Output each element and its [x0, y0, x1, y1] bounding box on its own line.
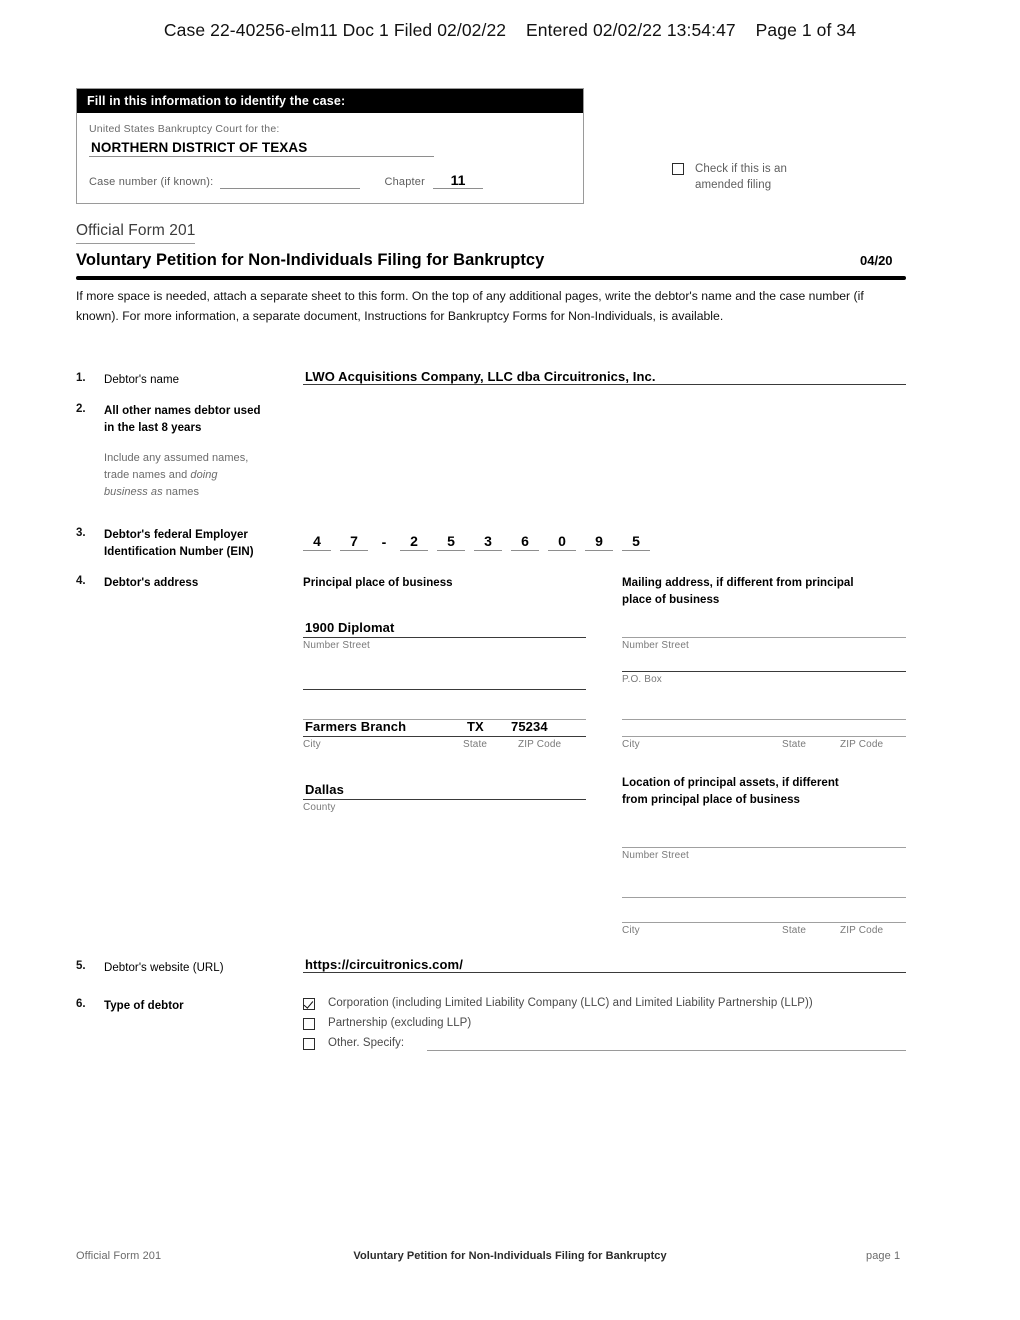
principal-street3-field[interactable] — [303, 702, 586, 720]
mailing-zip-sublabel: ZIP Code — [840, 739, 884, 750]
mailing-pobox-value — [622, 654, 906, 672]
chapter-input[interactable]: 11 — [433, 172, 483, 189]
amended-filing-option[interactable] — [672, 163, 787, 194]
item-5-label: Debtor's website (URL) — [104, 962, 224, 974]
debtor-type-corporation-checkbox[interactable] — [303, 998, 315, 1010]
mailing-address-heading — [622, 575, 902, 608]
mailing-city-value — [622, 719, 784, 734]
ein-digit[interactable]: 6 — [511, 533, 539, 551]
debtor-type-option-partnership[interactable] — [303, 1018, 471, 1030]
amended-filing-checkbox[interactable] — [672, 163, 684, 175]
principal-street-field[interactable] — [303, 620, 586, 651]
assets-heading-line1: Location of principal assets, if different — [622, 777, 839, 789]
intro-paragraph: If more space is needed, attach a separate sheet to this form. On the top of any additional pages, write the debtor's name and the case number (if known). For more information, a separate document, Instructions for Bankruptcy Forms for Non-Individuals, is available. — [76, 289, 864, 323]
assets-city-state-zip-row[interactable] — [622, 905, 906, 936]
debtor-type-other-checkbox[interactable] — [303, 1038, 315, 1050]
pacer-page: Page 1 of 34 — [755, 20, 857, 40]
ein-digit[interactable]: 5 — [437, 533, 465, 551]
footer-page-number: page 1 — [866, 1250, 901, 1262]
debtor-type-corporation-label: Corporation (including Limited Liability Company (LLC) and Limited Liability Partnership (LLP)) — [328, 997, 813, 1009]
footer-form-number: Official Form 201 — [76, 1250, 162, 1262]
item-3-label — [104, 527, 299, 562]
item-3-label-line2: Identification Number (EIN) — [104, 546, 254, 559]
mailing-state-value — [784, 719, 831, 734]
item-2-help-line1: Include any assumed names, — [104, 452, 249, 464]
mailing-heading-line1: Mailing address, if different from principal — [622, 577, 854, 589]
debtor-type-other-specify-input[interactable] — [427, 1049, 906, 1051]
mailing-street-field[interactable] — [622, 620, 906, 651]
item-2-help-line2a: trade names and — [104, 469, 191, 482]
item-1-number: 1. — [76, 372, 86, 384]
principal-street-value: 1900 Diplomat — [303, 620, 586, 638]
case-box-title: Fill in this information to identify the case: — [77, 89, 583, 113]
pacer-entered: Entered 02/02/22 13:54:47 — [526, 20, 736, 40]
item-3-label-line1: Debtor's federal Employer — [104, 529, 248, 541]
debtor-type-option-corporation[interactable] — [303, 998, 813, 1010]
item-1-label: Debtor's name — [104, 374, 180, 386]
amended-filing-label-line1: Check if this is an — [695, 163, 788, 175]
item-2-number: 2. — [76, 403, 86, 415]
case-identification-box — [76, 88, 584, 204]
item-6-label: Type of debtor — [104, 1000, 184, 1012]
principal-state-value: TX — [467, 719, 484, 734]
principal-state-sublabel: State — [463, 739, 488, 750]
mailing-city-sublabel: City — [622, 739, 640, 750]
pacer-docket-header — [0, 20, 1020, 41]
item-4-label: Debtor's address — [104, 577, 199, 589]
item-2-help-line2b: doing — [190, 469, 218, 482]
pacer-case-doc: Case 22-40256-elm11 Doc 1 Filed 02/02/22 — [163, 20, 507, 40]
case-number-label: Case number (if known): — [89, 176, 214, 188]
debtor-type-option-other[interactable] — [303, 1038, 404, 1050]
item-2-help-text — [104, 450, 304, 501]
item-2-label — [104, 403, 294, 438]
mailing-extra-field[interactable] — [622, 702, 906, 720]
ein-digit[interactable]: 4 — [303, 533, 331, 551]
assets-zip-value — [831, 905, 833, 920]
item-2-label-line1: All other names debtor used — [104, 405, 261, 417]
form-revision-date: 04/20 — [860, 253, 893, 268]
assets-zip-sublabel: ZIP Code — [840, 925, 884, 936]
mailing-state-sublabel: State — [782, 739, 807, 750]
principal-zip-sublabel: ZIP Code — [518, 739, 562, 750]
item-3-number: 3. — [76, 527, 86, 539]
assets-city-value — [622, 905, 784, 920]
item-2-help-line3a: business as — [104, 486, 163, 499]
court-value-field[interactable]: NORTHERN DISTRICT OF TEXAS — [89, 137, 434, 157]
amended-filing-label-line2: amended filing — [695, 179, 772, 192]
principal-county-value: Dallas — [303, 782, 586, 800]
principal-street2-field[interactable] — [303, 672, 586, 690]
item-2-help-line3b: names — [162, 486, 200, 499]
ein-dash: - — [381, 534, 387, 550]
assets-street-sublabel: Number Street — [622, 850, 689, 861]
principal-place-heading: Principal place of business — [303, 577, 453, 589]
ein-digit[interactable]: 2 — [400, 533, 428, 551]
debtor-website-field[interactable] — [303, 957, 906, 973]
title-divider — [76, 276, 906, 280]
debtor-name-value: LWO Acquisitions Company, LLC dba Circuitronics, Inc. — [305, 369, 656, 384]
item-4-number: 4. — [76, 575, 86, 587]
principal-city-value: Farmers Branch — [305, 719, 407, 734]
assets-heading-line2: from principal place of business — [622, 793, 800, 806]
assets-street-field[interactable] — [622, 830, 906, 861]
debtor-website-value: https://circuitronics.com/ — [305, 957, 463, 972]
assets-city-sublabel: City — [622, 925, 640, 936]
item-2-label-line2: in the last 8 years — [104, 422, 202, 435]
mailing-pobox-field[interactable] — [622, 654, 906, 685]
mailing-city-state-zip-row[interactable] — [622, 719, 906, 750]
principal-city-sublabel: City — [303, 739, 321, 750]
assets-state-sublabel: State — [782, 925, 807, 936]
debtor-type-partnership-label: Partnership (excluding LLP) — [328, 1017, 472, 1029]
ein-digit[interactable]: 3 — [474, 533, 502, 551]
mailing-pobox-sublabel: P.O. Box — [622, 674, 662, 685]
chapter-label: Chapter — [384, 176, 425, 188]
debtor-type-partnership-checkbox[interactable] — [303, 1018, 315, 1030]
debtor-name-field[interactable] — [303, 369, 906, 385]
assets-street-value — [622, 830, 906, 848]
principal-assets-heading — [622, 775, 907, 808]
principal-street-sublabel: Number Street — [303, 640, 370, 651]
principal-county-field[interactable] — [303, 782, 586, 813]
debtor-type-other-label: Other. Specify: — [328, 1037, 405, 1049]
footer-form-title: Voluntary Petition for Non-Individuals Filing for Bankruptcy — [353, 1250, 667, 1262]
page-title: Voluntary Petition for Non-Individuals Filing for Bankruptcy — [76, 251, 545, 269]
mailing-street-value — [622, 620, 906, 638]
item-6-number: 6. — [76, 998, 86, 1010]
ein-digit[interactable]: 0 — [548, 533, 576, 551]
ein-digit[interactable]: 5 — [622, 533, 650, 551]
mailing-street-sublabel: Number Street — [622, 640, 689, 651]
ein-field[interactable] — [303, 533, 659, 551]
official-form-number: Official Form 201 — [76, 222, 195, 244]
assets-extra-field[interactable] — [622, 880, 906, 898]
court-label: United States Bankruptcy Court for the: — [89, 123, 280, 135]
mailing-heading-line2: place of business — [622, 593, 720, 606]
mailing-zip-value — [831, 719, 833, 734]
ein-digit[interactable]: 7 — [340, 533, 368, 551]
assets-state-value — [784, 905, 831, 920]
principal-county-sublabel: County — [303, 802, 336, 813]
principal-zip-value: 75234 — [511, 719, 548, 734]
amended-filing-label — [695, 161, 787, 194]
principal-city-state-zip-row[interactable] — [303, 719, 586, 750]
ein-digit[interactable]: 9 — [585, 533, 613, 551]
case-number-input[interactable] — [220, 175, 360, 189]
item-5-number: 5. — [76, 960, 86, 972]
